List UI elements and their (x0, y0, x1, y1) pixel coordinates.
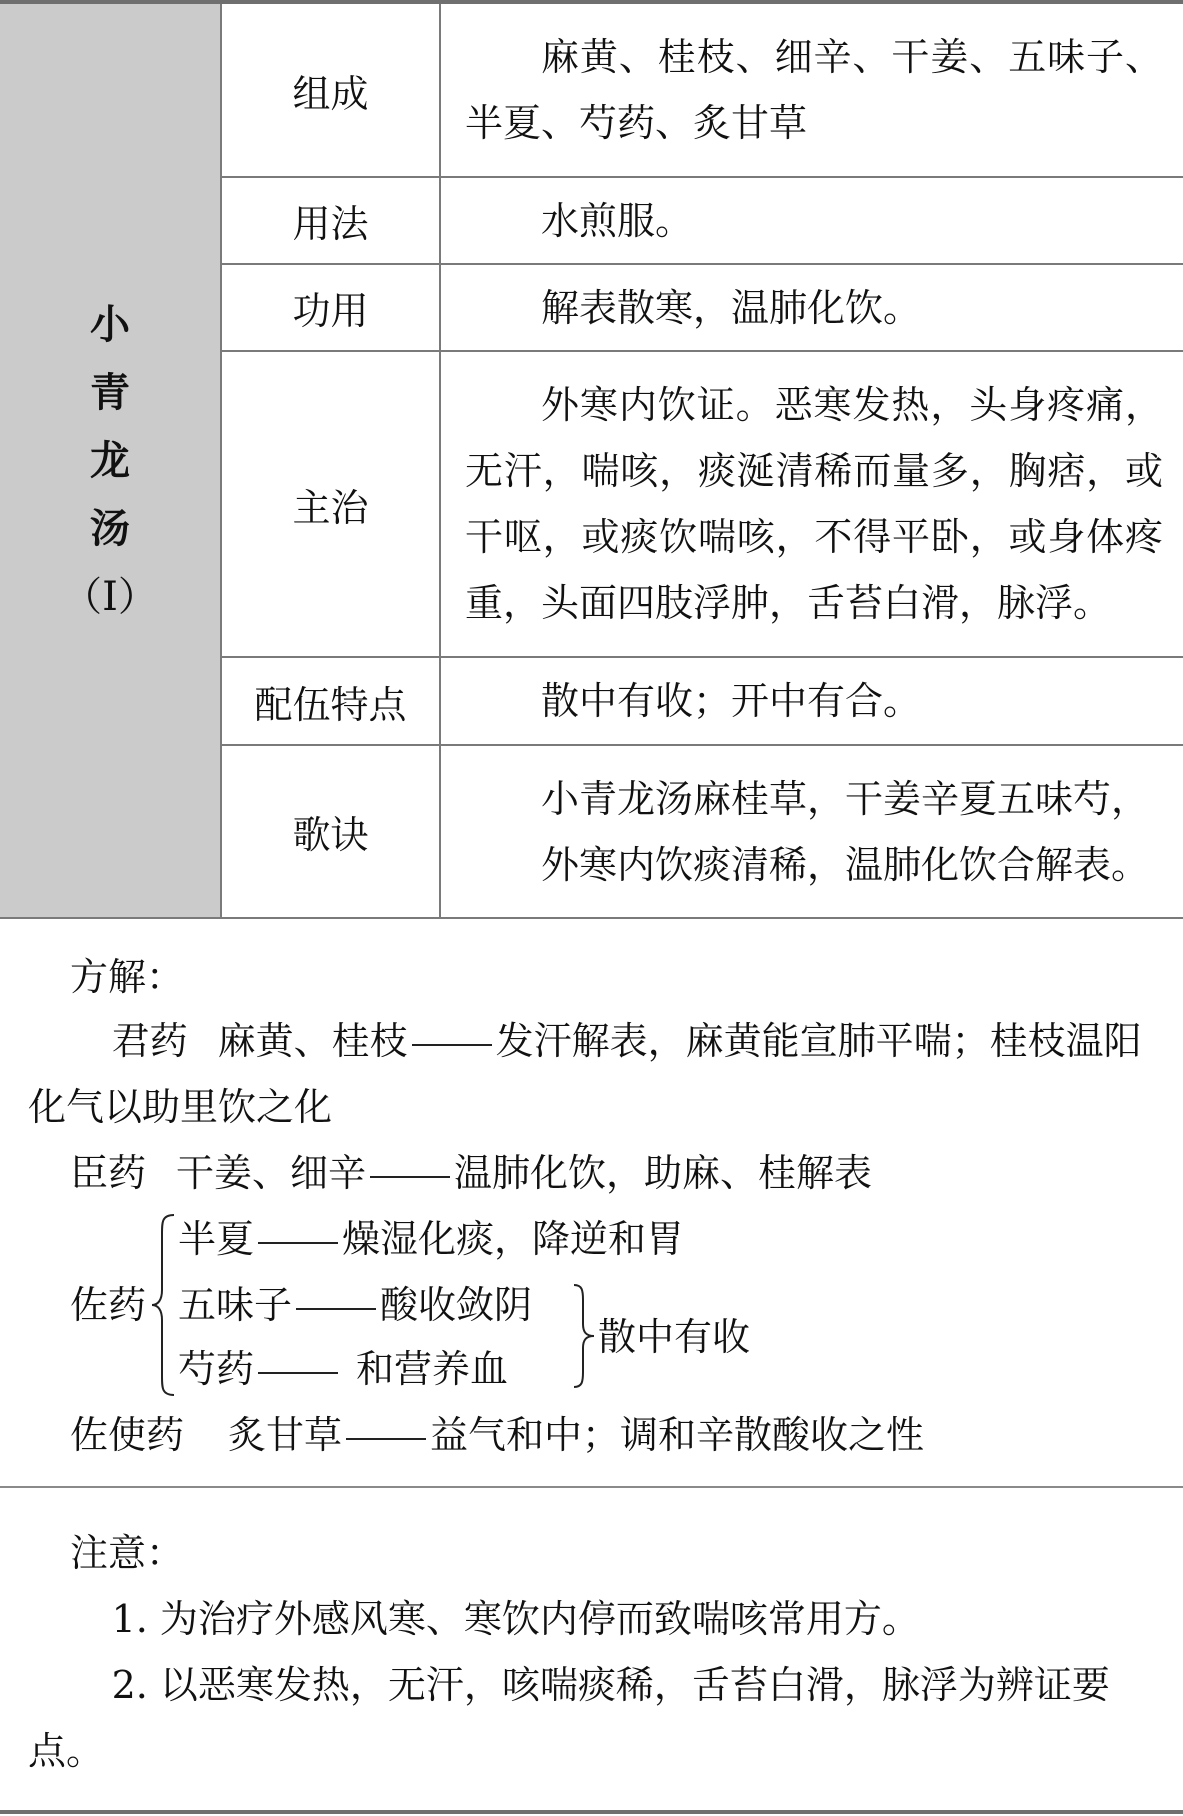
note-item: 2. 以恶寒发热，无汗，咳喘痰稀，舌苔白滑，脉浮为辨证要点。 (28, 1663, 1110, 1773)
formula-name-char: 小 (90, 300, 130, 348)
analysis-title: 方解： (70, 955, 185, 999)
analysis-chen (70, 1140, 872, 1206)
row-label-usage: 用法 (221, 177, 440, 264)
formula-name (0, 4, 221, 918)
row-content-usage: 水煎服。 (440, 177, 1183, 264)
dash-line (258, 1242, 338, 1244)
formula-name-char: 龙 (90, 436, 130, 484)
zuo-herb: 半夏 (178, 1217, 255, 1261)
zuo-item (178, 1336, 508, 1402)
zuo-role: 佐药 (70, 1283, 147, 1327)
dash-line (346, 1438, 426, 1440)
zuo-effect: 酸收敛阴 (380, 1283, 533, 1327)
zuoshi-role: 佐使药 (70, 1413, 185, 1457)
row-label-verse: 歌诀 (221, 745, 440, 918)
row-content-features: 散中有收；开中有合。 (440, 657, 1183, 745)
zuo-effect: 和营养血 (356, 1347, 509, 1391)
row-label-function: 功用 (221, 264, 440, 351)
row-content-composition: 麻黄、桂枝、细辛、干姜、五味子、半夏、芍药、炙甘草 (440, 4, 1183, 177)
jun-herbs: 麻黄、桂枝 (217, 1019, 408, 1063)
row-label-indication: 主治 (221, 351, 440, 657)
formula-name-char: 青 (90, 368, 130, 416)
analysis-jun (28, 1008, 1158, 1140)
chen-herbs: 干姜、细辛 (176, 1151, 367, 1195)
dash-line (258, 1372, 338, 1374)
jun-role: 君药 (111, 1019, 188, 1063)
row-content-function: 解表散寒，温肺化饮。 (440, 264, 1183, 351)
zuo-item (178, 1206, 684, 1272)
formula-table (0, 4, 1183, 919)
notes-title: 注意： (70, 1531, 185, 1575)
left-brace (150, 1212, 178, 1398)
formula-volume: （Ⅰ） (62, 573, 158, 620)
row-content-indication: 外寒内饮证。恶寒发热，头身疼痛，无汗，喘咳，痰涎清稀而量多，胸痞，或干呕，或痰饮喘咳，不得平卧，或身体疼重，头面四肢浮肿，舌苔白滑，脉浮。 (440, 351, 1183, 657)
chen-effect: 温肺化饮，助麻、桂解表 (454, 1151, 873, 1195)
row-label-features: 配伍特点 (221, 657, 440, 745)
dash-line (412, 1044, 492, 1046)
jun-effect: 发汗解表，麻黄能宣肺平喘；桂枝温阳化气以助里饮之化 (28, 1019, 1142, 1129)
section-divider (0, 1486, 1183, 1488)
row-label-composition: 组成 (221, 4, 440, 177)
bottom-rule (0, 1810, 1183, 1814)
zuo-item (178, 1272, 532, 1338)
zuo-herb: 五味子 (178, 1283, 293, 1327)
dash-line (370, 1176, 450, 1178)
zuo-effect: 燥湿化痰，降逆和胃 (342, 1217, 685, 1261)
analysis-zuoshi (70, 1402, 924, 1468)
zuoshi-effect: 益气和中；调和辛散酸收之性 (430, 1413, 925, 1457)
table-row (0, 4, 1183, 177)
row-content-verse: 小青龙汤麻桂草，干姜辛夏五味芍， 外寒内饮痰清稀，温肺化饮合解表。 (440, 745, 1183, 918)
formula-name-char: 汤 (90, 504, 130, 552)
zuoshi-herbs: 炙甘草 (228, 1413, 343, 1457)
note-item: 1. 为治疗外感风寒、寒饮内停而致喘咳常用方。 (111, 1597, 920, 1641)
zuo-group-label: 散中有收 (598, 1315, 751, 1359)
zuo-herb: 芍药 (178, 1347, 255, 1391)
chen-role: 臣药 (70, 1151, 147, 1195)
right-brace (572, 1282, 596, 1390)
dash-line (296, 1308, 376, 1310)
